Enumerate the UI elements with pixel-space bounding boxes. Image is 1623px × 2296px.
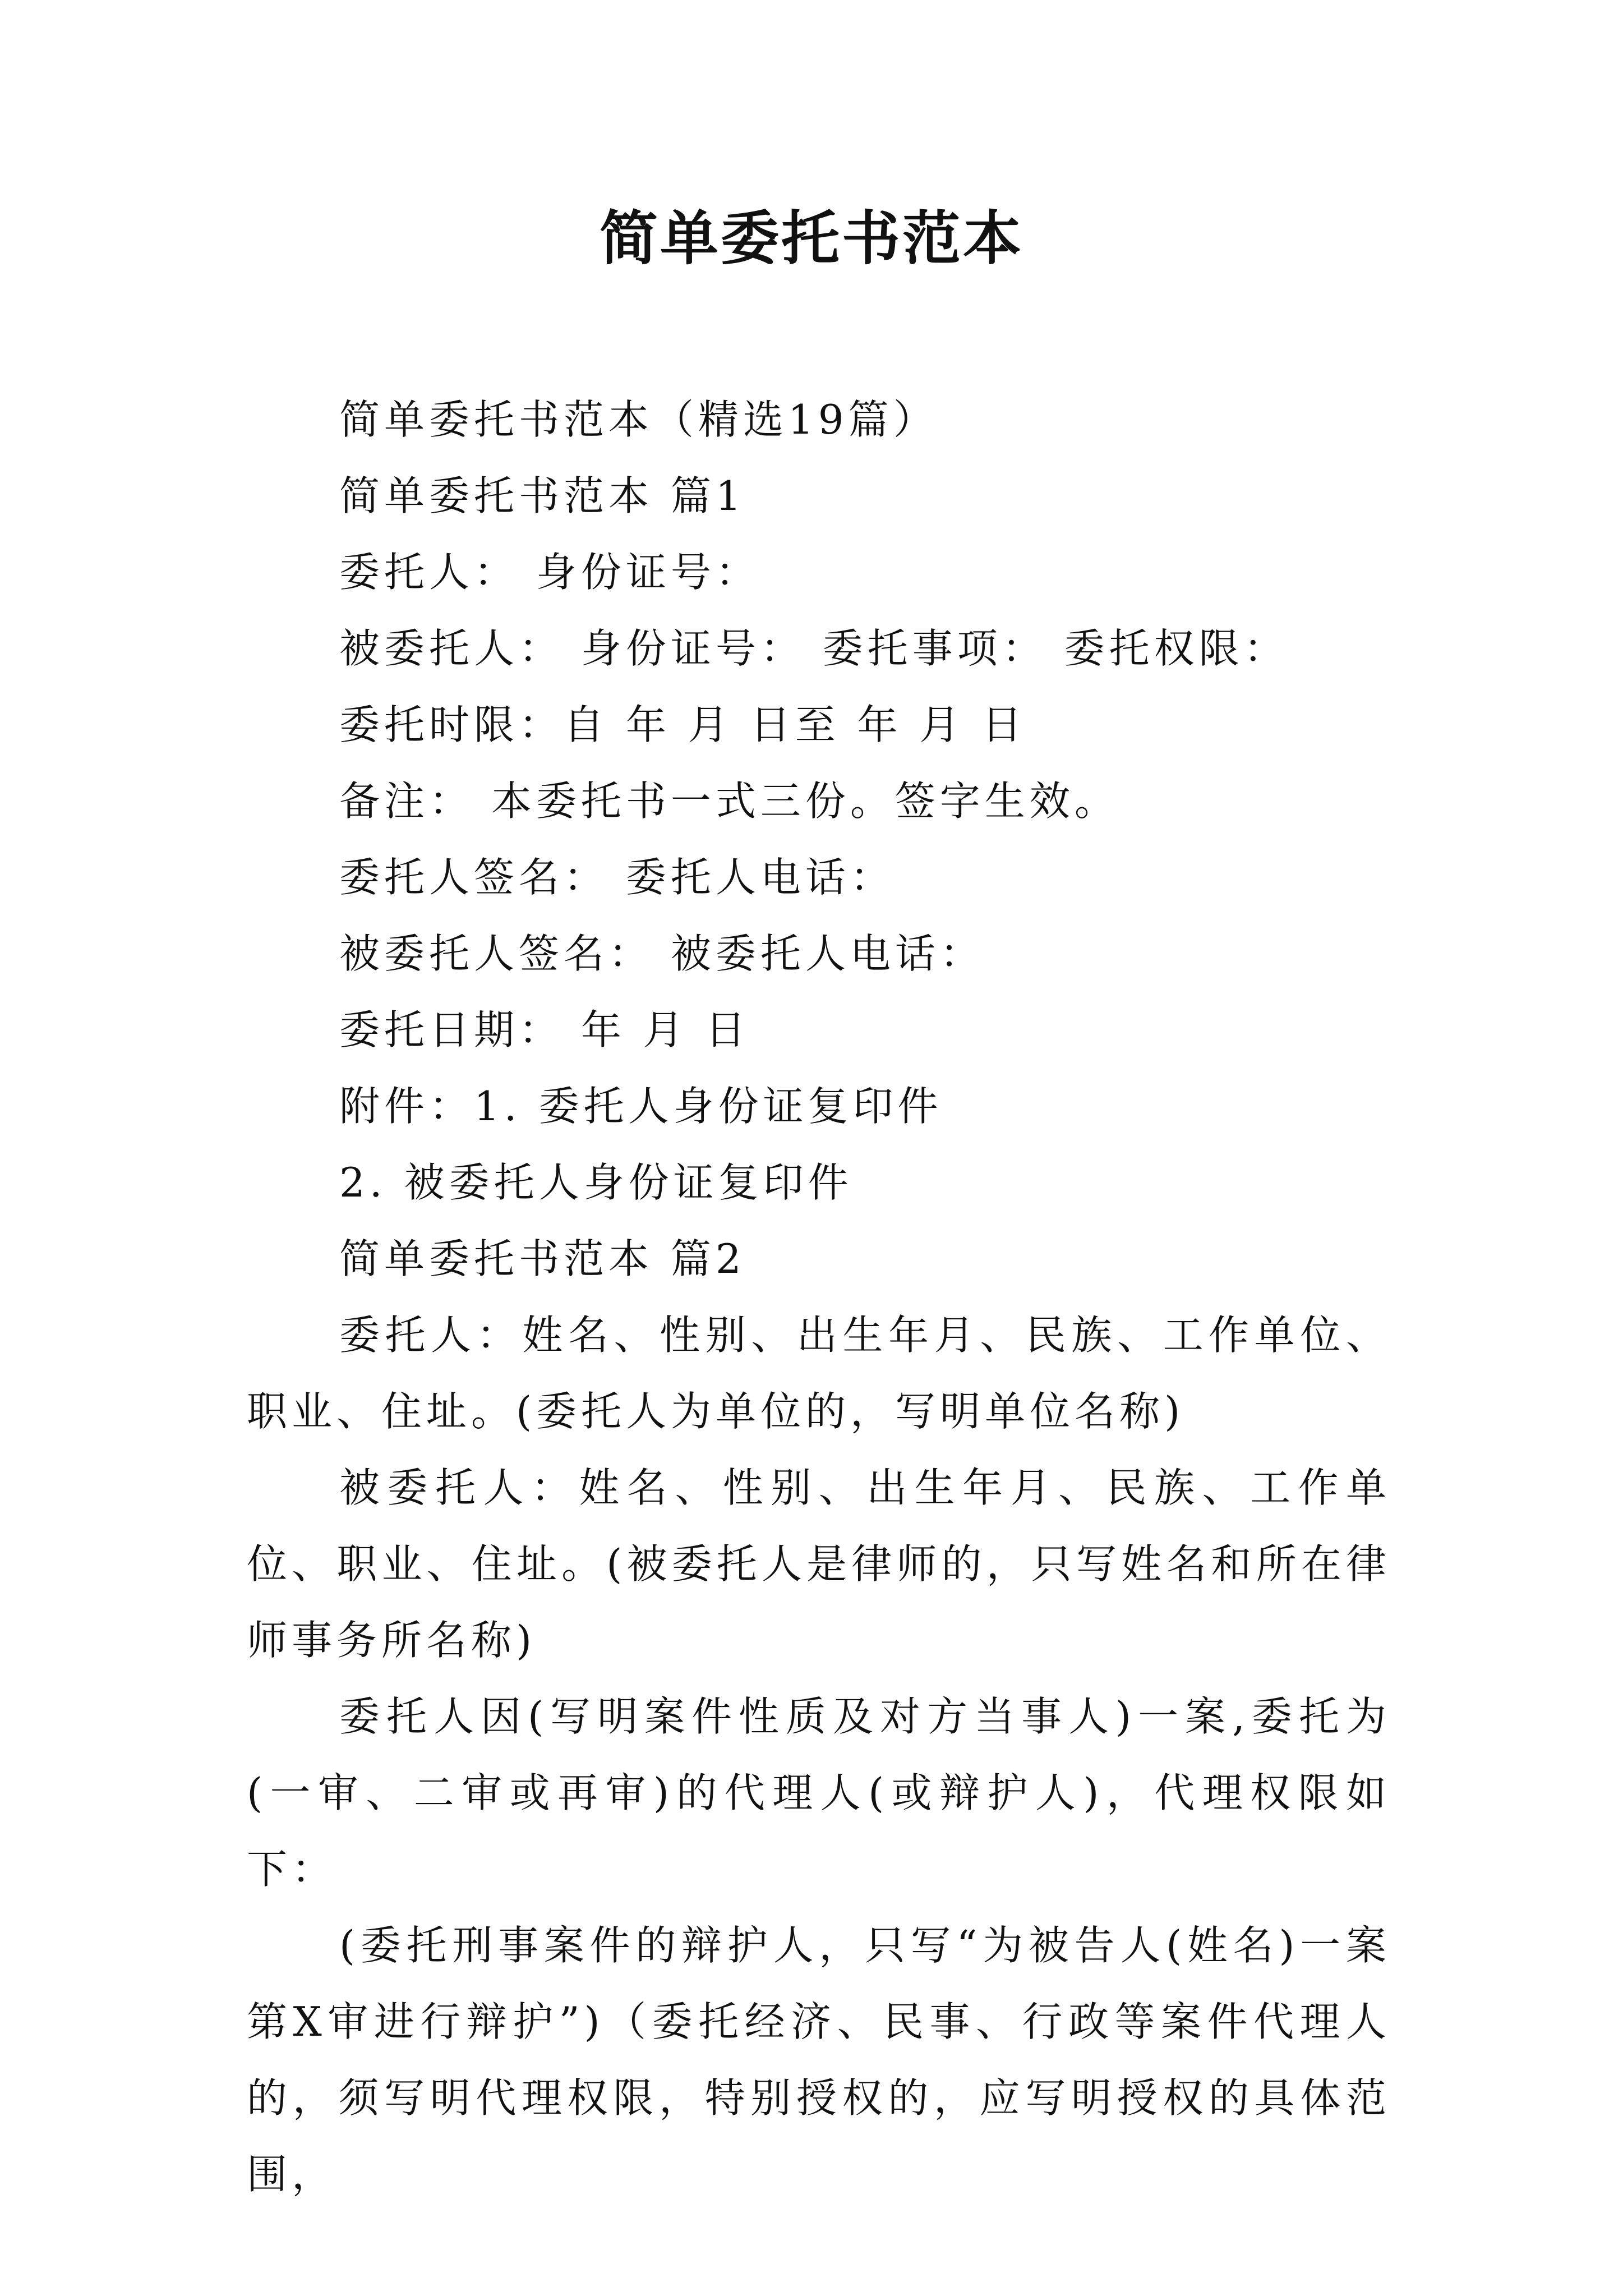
paragraph-field: 委托人： 身份证号：	[339, 549, 760, 596]
document-title: 简单委托书范本	[599, 204, 1023, 273]
paragraph-body: (委托刑事案件的辩护人，只写“为被告人(姓名)一案第X审进行辩护”)（委托经济、民事、行政等案件代理人的，须写明代理权限，特别授权的，应写明授权的具体范围，	[247, 1922, 1391, 2198]
paragraph-section-heading: 简单委托书范本 篇2	[339, 1235, 746, 1282]
paragraph-body: 被委托人：姓名、性别、出生年月、民族、工作单位、职业、住址。(被委托人是律师的，只写姓名和所在律师事务所名称)	[247, 1464, 1391, 1664]
paragraph-field: 被委托人： 身份证号： 委托事项： 委托权限：	[339, 625, 1289, 672]
paragraph-subtitle: 简单委托书范本（精选19篇）	[339, 396, 938, 443]
paragraph-section-heading: 简单委托书范本 篇1	[339, 472, 746, 519]
document-body	[247, 381, 1391, 2212]
paragraph-field: 委托时限：自 年 月 日至 年 月 日	[339, 701, 1027, 748]
paragraph-body: 委托人因(写明案件性质及对方当事人)一案,委托为(一审、二审或再审)的代理人(或辩护人)，代理权限如下：	[247, 1693, 1391, 1893]
paragraph-field: 备注： 本委托书一式三份。签字生效。	[339, 777, 1119, 825]
paragraph-attachment: 2. 被委托人身份证复印件	[339, 1159, 853, 1206]
paragraph-field: 委托日期： 年 月 日	[339, 1006, 750, 1053]
paragraph-field: 委托人签名： 委托人电话：	[339, 854, 895, 901]
paragraph-field: 被委托人签名： 被委托人电话：	[339, 930, 985, 977]
paragraph-body: 委托人：姓名、性别、出生年月、民族、工作单位、职业、住址。(委托人为单位的，写明单位名称)	[247, 1312, 1391, 1435]
paragraph-attachment: 附件：1. 委托人身份证复印件	[339, 1083, 943, 1130]
